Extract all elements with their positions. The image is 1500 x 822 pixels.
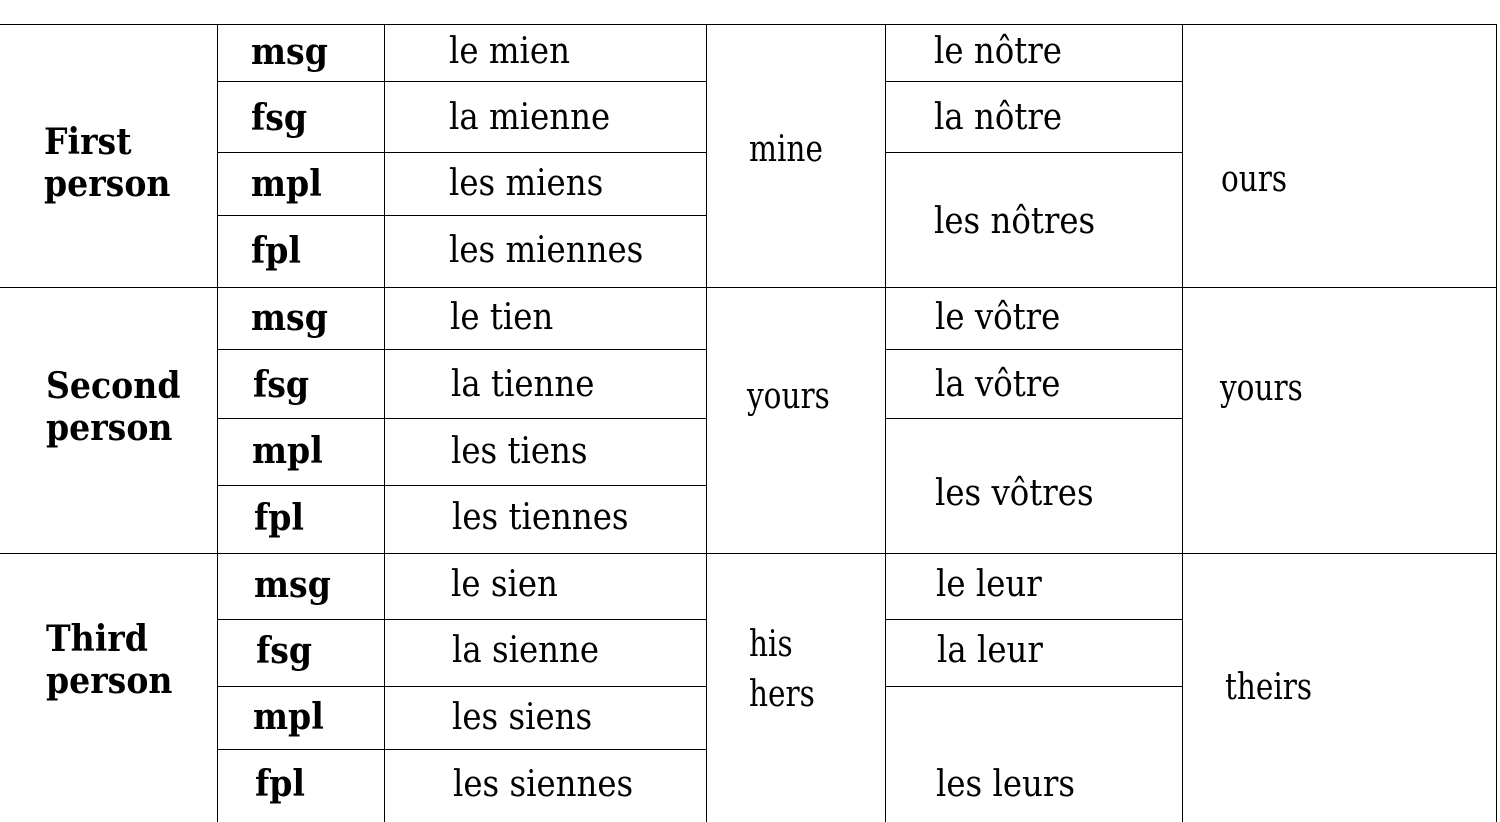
gender-label: fpl <box>255 763 305 805</box>
gender-label: fpl <box>251 230 301 272</box>
singular-form: le sien <box>451 564 558 605</box>
row-divider <box>885 686 1183 687</box>
gender-label: fsg <box>256 630 313 672</box>
gender-label: msg <box>251 31 328 73</box>
row-divider <box>218 686 707 687</box>
row-divider <box>218 349 707 350</box>
plural-owner-form: la leur <box>937 630 1043 671</box>
singular-form: les miennes <box>449 230 644 271</box>
english-plural: theirs <box>1225 667 1313 708</box>
plural-owner-form: le leur <box>936 564 1042 605</box>
english-singular: his hers <box>749 624 815 715</box>
column-divider <box>217 24 218 822</box>
plural-owner-form: la nôtre <box>934 97 1063 138</box>
section-divider <box>0 287 1497 288</box>
column-divider <box>885 24 886 822</box>
row-divider <box>885 349 1183 350</box>
singular-form: le tien <box>450 297 554 338</box>
gender-label: mpl <box>253 696 324 738</box>
row-divider <box>885 619 1183 620</box>
row-divider <box>218 215 707 216</box>
plural-owner-form: les vôtres <box>935 473 1094 514</box>
gender-label: msg <box>254 564 331 606</box>
person-label: Second person <box>46 365 181 449</box>
row-divider <box>885 152 1183 153</box>
gender-label: mpl <box>252 430 323 472</box>
row-divider <box>218 619 707 620</box>
section-divider <box>0 553 1497 554</box>
singular-form: les miens <box>449 163 604 204</box>
gender-label: mpl <box>251 163 322 205</box>
row-divider <box>885 81 1183 82</box>
singular-form: la sienne <box>452 630 600 671</box>
row-divider <box>218 81 707 82</box>
gender-label: fsg <box>253 364 310 406</box>
gender-label: fsg <box>251 97 308 139</box>
person-label: First person <box>44 121 171 205</box>
plural-owner-form: les nôtres <box>934 201 1096 242</box>
english-singular: mine <box>749 129 823 170</box>
table-top-border <box>0 24 1497 25</box>
singular-form: la tienne <box>451 364 595 405</box>
table-right-border <box>1496 24 1497 822</box>
column-divider <box>384 24 385 822</box>
singular-form: les siennes <box>453 764 634 805</box>
row-divider <box>218 152 707 153</box>
english-singular: yours <box>747 376 830 417</box>
column-divider <box>1182 24 1183 822</box>
singular-form: les tiens <box>451 431 588 472</box>
english-plural: yours <box>1220 368 1303 409</box>
gender-label: fpl <box>254 497 304 539</box>
row-divider <box>218 485 707 486</box>
plural-owner-form: le vôtre <box>935 297 1061 338</box>
plural-owner-form: le nôtre <box>934 31 1062 72</box>
column-divider <box>706 24 707 822</box>
person-label: Third person <box>46 618 173 702</box>
row-divider <box>885 418 1183 419</box>
row-divider <box>218 418 707 419</box>
gender-label: msg <box>251 297 328 339</box>
plural-owner-form: les leurs <box>936 764 1075 805</box>
singular-form: les tiennes <box>452 497 629 538</box>
plural-owner-form: la vôtre <box>935 364 1061 405</box>
english-plural: ours <box>1221 159 1288 200</box>
singular-form: le mien <box>449 31 570 72</box>
singular-form: la mienne <box>449 97 611 138</box>
singular-form: les siens <box>452 697 593 738</box>
row-divider <box>218 749 707 750</box>
